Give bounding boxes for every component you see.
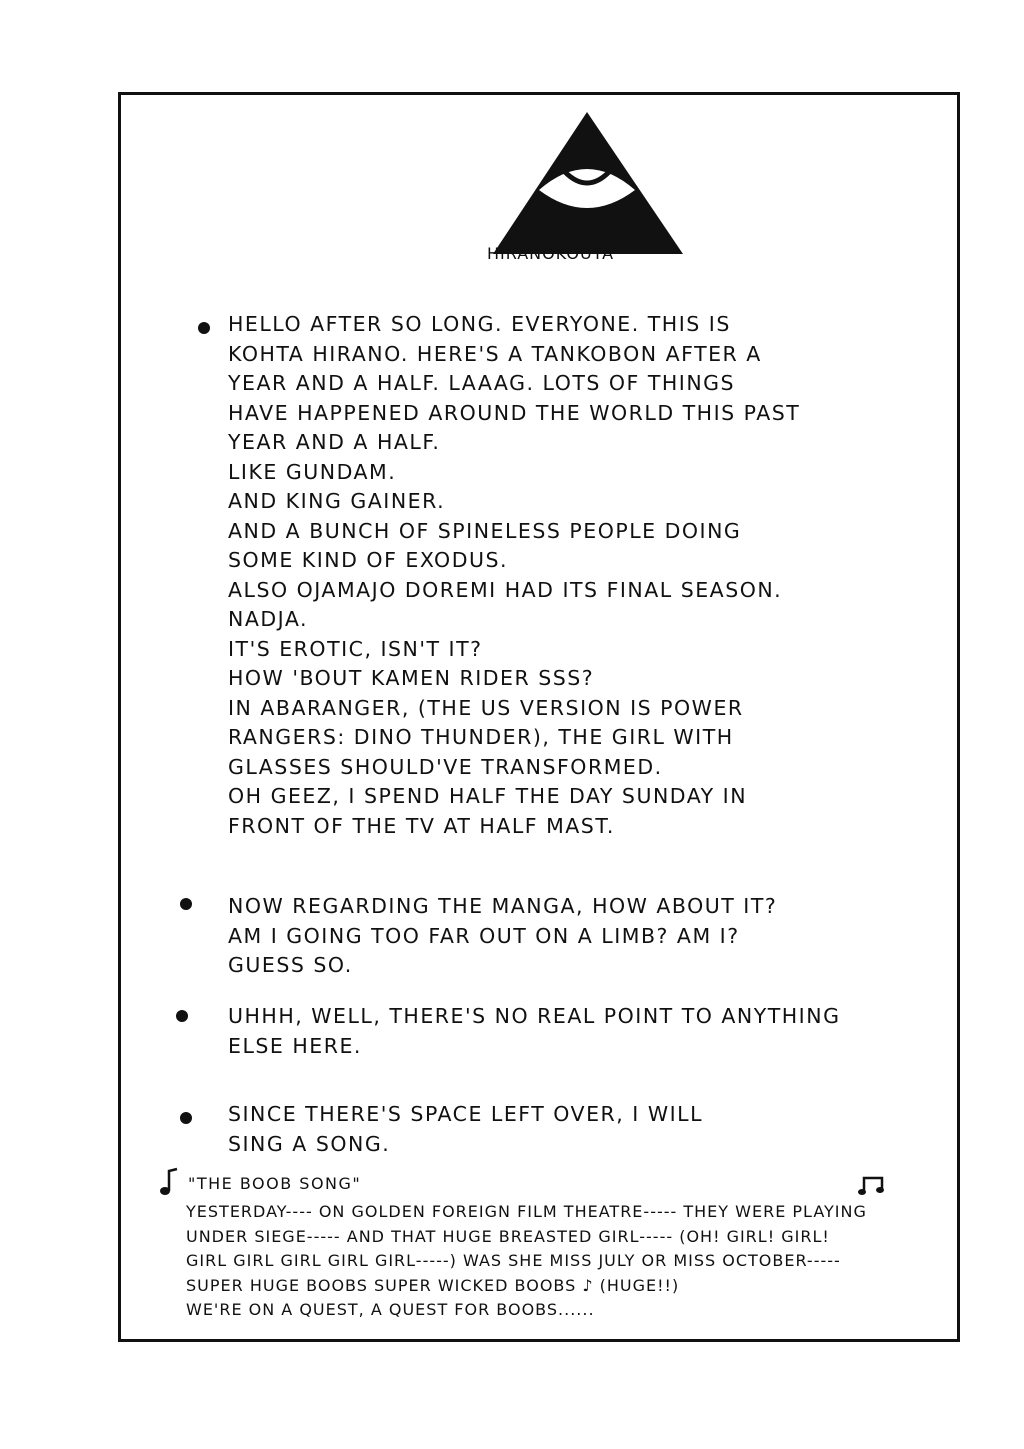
text-line: HOW 'BOUT KAMEN RIDER SSS? bbox=[228, 666, 595, 690]
text-line: FRONT OF THE TV AT HALF MAST. bbox=[228, 813, 615, 838]
text-line: HELLO AFTER SO LONG. EVERYONE. THIS IS bbox=[228, 312, 731, 336]
music-note-icon bbox=[158, 1166, 180, 1198]
text-line: LIKE GUNDAM. bbox=[228, 459, 397, 484]
bullet-icon bbox=[180, 1112, 192, 1124]
text-line: OH GEEZ, I SPEND HALF THE DAY SUNDAY IN bbox=[228, 784, 748, 808]
lyric-line: GIRL GIRL GIRL GIRL GIRL-----) WAS SHE MISS JULY OR MISS OCTOBER----- bbox=[186, 1251, 841, 1270]
text-line: IN ABARANGER, (THE US VERSION IS POWER bbox=[228, 695, 744, 720]
eye-triangle-icon bbox=[487, 108, 687, 258]
text-line: GLASSES SHOULD'VE TRANSFORMED. bbox=[228, 754, 663, 779]
lyric-line: SUPER HUGE BOOBS SUPER WICKED BOOBS ♪ (HUGE!!) bbox=[186, 1275, 680, 1295]
text-line: KOHTA HIRANO. HERE'S A TANKOBON AFTER A bbox=[228, 341, 762, 366]
text-line: HAVE HAPPENED AROUND THE WORLD THIS PAST bbox=[228, 400, 801, 425]
space-paragraph bbox=[228, 1100, 703, 1159]
double-music-note-icon bbox=[858, 1174, 890, 1196]
lyric-line: WE'RE ON A QUEST, A QUEST FOR BOOBS...... bbox=[186, 1300, 595, 1319]
song-title: "THE BOOB SONG" bbox=[188, 1174, 362, 1193]
bullet-icon bbox=[176, 1010, 188, 1022]
text-line: UHHH, WELL, THERE'S NO REAL POINT TO ANYTHING bbox=[228, 1004, 841, 1028]
text-line: AND KING GAINER. bbox=[228, 489, 446, 513]
lyric-line: UNDER SIEGE----- AND THAT HUGE BREASTED GIRL----- (OH! GIRL! GIRL! bbox=[186, 1226, 830, 1246]
text-line: SING A SONG. bbox=[228, 1131, 391, 1156]
text-line: SINCE THERE'S SPACE LEFT OVER, I WILL bbox=[228, 1102, 704, 1126]
text-line: GUESS SO. bbox=[228, 953, 353, 977]
author-signature: HIRANOKOUTA bbox=[487, 244, 615, 263]
text-line: YEAR AND A HALF. bbox=[228, 430, 441, 454]
text-line: SOME KIND OF EXODUS. bbox=[228, 548, 509, 572]
bullet-icon bbox=[180, 898, 192, 910]
text-line: IT'S EROTIC, ISN'T IT? bbox=[228, 636, 483, 661]
song-lyrics bbox=[186, 1200, 867, 1323]
text-line: AND A BUNCH OF SPINELESS PEOPLE DOING bbox=[228, 518, 742, 543]
text-line: NOW REGARDING THE MANGA, HOW ABOUT IT? bbox=[228, 894, 778, 918]
text-line: AM I GOING TOO FAR OUT ON A LIMB? AM I? bbox=[228, 923, 740, 948]
manga-paragraph bbox=[228, 892, 777, 981]
text-line: ELSE HERE. bbox=[228, 1033, 362, 1058]
text-line: RANGERS: DINO THUNDER), THE GIRL WITH bbox=[228, 725, 734, 749]
text-line: NADJA. bbox=[228, 607, 309, 631]
bullet-icon bbox=[198, 322, 210, 334]
point-paragraph bbox=[228, 1002, 840, 1061]
lyric-line: YESTERDAY---- ON GOLDEN FOREIGN FILM THEATRE----- THEY WERE PLAYING bbox=[186, 1202, 867, 1221]
text-line: ALSO OJAMAJO DOREMI HAD ITS FINAL SEASON. bbox=[228, 577, 783, 602]
intro-paragraph bbox=[228, 310, 800, 841]
text-line: YEAR AND A HALF. LAAAG. LOTS OF THINGS bbox=[228, 371, 736, 395]
